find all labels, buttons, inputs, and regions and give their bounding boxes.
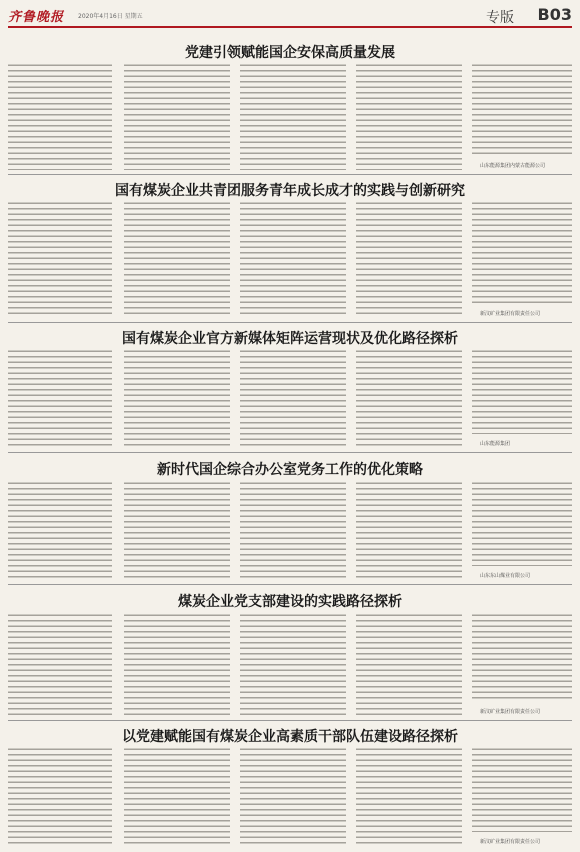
issue-date: 2020年4月16日 星期五 <box>78 13 143 20</box>
article-4-column-4 <box>356 480 462 580</box>
article-1-column-5 <box>472 62 572 158</box>
article-5-column-5 <box>472 612 572 702</box>
article-6-column-1 <box>8 746 112 846</box>
article-2-column-2 <box>124 200 230 318</box>
masthead <box>8 4 572 28</box>
article-1-column-1 <box>8 62 112 170</box>
divider <box>8 322 572 323</box>
headline-1: 党建引领赋能国企安保高质量发展 <box>185 45 395 61</box>
article-4-column-3 <box>240 480 346 580</box>
article-5-column-1 <box>8 612 112 716</box>
article-3-column-4 <box>356 348 462 448</box>
article-3-column-2 <box>124 348 230 448</box>
article-6-column-5 <box>472 746 572 832</box>
article-2-column-5 <box>472 200 572 304</box>
article-6-byline: 新汶矿业集团有限责任公司 <box>480 839 541 845</box>
divider <box>8 452 572 453</box>
section-label: 专版 <box>486 10 514 26</box>
article-5-column-3 <box>240 612 346 716</box>
article-3-column-3 <box>240 348 346 448</box>
article-1-column-2 <box>124 62 230 170</box>
divider <box>8 720 572 721</box>
article-2-column-4 <box>356 200 462 318</box>
article-4-column-2 <box>124 480 230 580</box>
page-number: B03 <box>537 5 572 24</box>
article-4-column-5 <box>472 480 572 566</box>
divider <box>8 174 572 175</box>
article-5-column-4 <box>356 612 462 716</box>
headline-4: 新时代国企综合办公室党务工作的优化策略 <box>157 462 423 478</box>
article-6-column-4 <box>356 746 462 846</box>
article-5-byline: 新汶矿业集团有限责任公司 <box>480 709 541 715</box>
article-3-column-5 <box>472 348 572 434</box>
article-6-column-2 <box>124 746 230 846</box>
divider <box>8 584 572 585</box>
article-3-column-1 <box>8 348 112 448</box>
article-4-column-1 <box>8 480 112 580</box>
article-1-column-3 <box>240 62 346 170</box>
headline-6: 以党建赋能国有煤炭企业高素质干部队伍建设路径探析 <box>122 729 458 745</box>
article-4-byline: 山东东山煤业有限公司 <box>480 573 531 579</box>
article-2-byline: 新汶矿业集团有限责任公司 <box>480 311 541 317</box>
headline-5: 煤炭企业党支部建设的实践路径探析 <box>178 594 402 610</box>
newspaper-logo: 齐鲁晚报 <box>8 10 65 25</box>
headline-3: 国有煤炭企业官方新媒体矩阵运营现状及优化路径探析 <box>122 331 458 347</box>
article-3-byline: 山东能源集团 <box>480 441 511 447</box>
article-2-column-3 <box>240 200 346 318</box>
article-5-column-2 <box>124 612 230 716</box>
article-6-column-3 <box>240 746 346 846</box>
article-1-column-4 <box>356 62 462 170</box>
headline-2: 国有煤炭企业共青团服务青年成长成才的实践与创新研究 <box>115 183 465 199</box>
article-2-column-1 <box>8 200 112 318</box>
article-1-byline: 山东能源集团内蒙古能源公司 <box>480 163 546 169</box>
